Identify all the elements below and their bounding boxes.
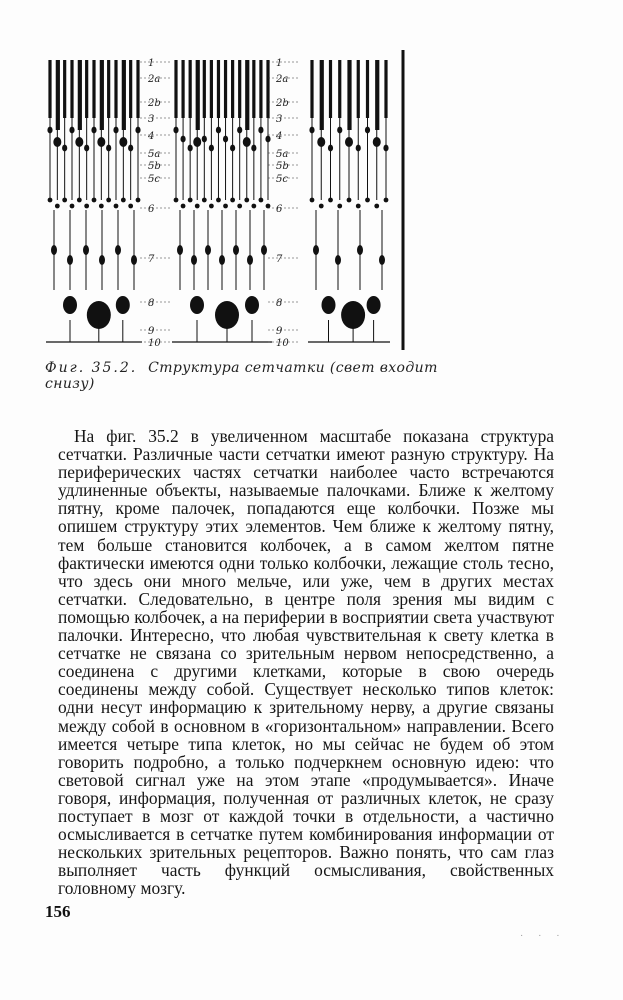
ganglion-cell (245, 296, 259, 314)
scan-speck: · · · (520, 930, 566, 941)
layer-label: 2b (276, 98, 289, 109)
receptor-nucleus (328, 145, 333, 152)
receptor-nucleus (173, 127, 178, 134)
rod-outer-segment (181, 60, 184, 118)
synapse-terminal (99, 204, 104, 209)
layer-label: 8 (276, 298, 283, 309)
receptor-nucleus (119, 137, 127, 147)
layer-label: 5c (148, 174, 160, 185)
rod-outer-segment (210, 60, 213, 118)
layer-label: 5a (148, 149, 161, 160)
layer-label: 5a (276, 149, 289, 160)
layer-label: 3 (148, 114, 155, 125)
rod-outer-segment (238, 60, 241, 118)
synapse-terminal (223, 204, 228, 209)
rod-outer-segment (114, 60, 117, 118)
receptor-nucleus (345, 137, 353, 147)
receptor-nucleus (106, 145, 111, 152)
rod-outer-segment (174, 60, 177, 118)
receptor-nucleus (128, 145, 133, 152)
receptor-nucleus (193, 137, 201, 147)
synapse-terminal (48, 198, 53, 203)
synapse-terminal (70, 204, 75, 209)
bipolar-cell (51, 245, 57, 255)
synapse-terminal (106, 198, 111, 203)
bipolar-cell (261, 245, 267, 255)
receptor-nucleus (309, 127, 314, 134)
receptor-nucleus (91, 127, 96, 134)
rod-outer-segment (231, 60, 234, 118)
receptor-nucleus (317, 137, 325, 147)
receptor-nucleus (202, 136, 207, 143)
receptor-nucleus (53, 137, 61, 147)
retina-panel (46, 60, 142, 342)
receptor-nucleus (135, 127, 140, 134)
synapse-terminal (259, 198, 264, 203)
bipolar-cell (67, 255, 73, 265)
receptor-nucleus (62, 145, 67, 152)
cone-outer-segment (78, 60, 82, 130)
retina-diagram (40, 50, 415, 350)
rod-outer-segment (366, 60, 369, 118)
layer-label: 5c (276, 174, 288, 185)
synapse-terminal (62, 198, 67, 203)
layer-label: 4 (276, 131, 283, 142)
receptor-nucleus (188, 145, 193, 152)
rod-outer-segment (384, 60, 387, 118)
receptor-nucleus (223, 136, 228, 143)
bipolar-cell (379, 255, 385, 265)
synapse-terminal (244, 198, 249, 203)
receptor-nucleus (265, 136, 270, 143)
receptor-nucleus (383, 145, 388, 152)
paragraph: На фиг. 35.2 в увеличенном масштабе показана структура сетчатки. Различные части сетчатки имеют разную структуру. На периферических частях сетчатки наиболее часто встречаются удлиненные объекты, называемые палочками. Ближе к желтому пятну, кроме палочек, попадаются еще колбочки. Позже мы опишем структуру этих элементов. Чем ближе к желтому пятну, тем больше становится колбочек, а в самом желтом пятне фактически имеются одни только колбочки, лежащие столь тесно, что здесь они много мельче, или уже, чем в других местах сетчатки. Следовательно, в центре поля зрения мы видим с помощью колбочек, а на периферии в восприятии света участвуют палочки. Интересно, что любая чувствительная к свету клетка в сетчатке не связана со зрительным нервом непосредственно, а соединена с другими клетками, которые в свою очередь соединены между собой. Существует несколько типов клеток: одни несут информацию к зрительному нерву, а другие связаны между собой в основном в «горизонтальном» направлении. Всего имеется четыре типа клеток, но мы сейчас не будем об этом говорить подробно, а только подчеркнем основную идею: что световой сигнал уже на этом этапе «продумывается». Иначе говоря, информация, полученная от различных клеток, не сразу поступает в мозг от каждой точки в отдельности, а частично осмысливается в сетчатке путем комбинирования информации от нескольких зрительных рецепторов. Важно понять, что сам глаз выполняет часть функций осмысливания, свойственных головному мозгу. (58, 426, 554, 899)
synapse-terminal (188, 198, 193, 203)
rod-outer-segment (85, 60, 88, 118)
bipolar-cell (357, 245, 363, 255)
rod-outer-segment (217, 60, 220, 118)
bipolar-cell (335, 255, 341, 265)
layer-label: 10 (148, 338, 161, 349)
layer-label: 8 (148, 298, 155, 309)
synapse-terminal (251, 204, 256, 209)
rod-outer-segment (338, 60, 341, 118)
layer-label: 2b (148, 98, 161, 109)
bipolar-cell (191, 255, 197, 265)
synapse-terminal (356, 204, 361, 209)
receptor-nucleus (237, 127, 242, 134)
synapse-terminal (365, 198, 370, 203)
layer-label: 6 (276, 204, 283, 215)
synapse-terminal (55, 204, 60, 209)
receptor-nucleus (69, 127, 74, 134)
bipolar-cell (313, 245, 319, 255)
retina-panel (172, 60, 272, 342)
synapse-terminal (195, 204, 200, 209)
bipolar-cell (205, 245, 211, 255)
page-number: 156 (45, 902, 71, 921)
synapse-terminal (92, 198, 97, 203)
layer-label: 7 (276, 254, 283, 265)
bipolar-cell (177, 245, 183, 255)
synapse-terminal (266, 204, 271, 209)
synapse-terminal (174, 198, 179, 203)
receptor-nucleus (230, 145, 235, 152)
receptor-nucleus (113, 127, 118, 134)
receptor-nucleus (180, 136, 185, 143)
layer-label: 6 (148, 204, 155, 215)
synapse-terminal (337, 204, 342, 209)
synapse-terminal (374, 204, 379, 209)
receptor-nucleus (373, 137, 381, 147)
ganglion-cell (367, 296, 381, 314)
rod-outer-segment (189, 60, 192, 118)
layer-label: 4 (148, 131, 155, 142)
synapse-terminal (128, 204, 133, 209)
synapse-terminal (209, 204, 214, 209)
body-text (58, 427, 554, 897)
cone-outer-segment (56, 60, 60, 130)
synapse-terminal (230, 198, 235, 203)
synapse-terminal (84, 204, 89, 209)
ganglion-cell (190, 296, 204, 314)
rod-outer-segment (259, 60, 262, 118)
caption-label: Фиг. 35.2. (45, 360, 138, 376)
ganglion-cell (322, 296, 336, 314)
synapse-terminal (136, 198, 141, 203)
layer-label: 1 (148, 58, 155, 69)
synapse-terminal (310, 198, 315, 203)
layer-label: 7 (148, 254, 155, 265)
rod-outer-segment (63, 60, 66, 118)
synapse-terminal (114, 204, 119, 209)
layer-label: 10 (276, 338, 289, 349)
receptor-nucleus (337, 127, 342, 134)
bipolar-cell (99, 255, 105, 265)
synapse-terminal (202, 198, 207, 203)
rod-outer-segment (252, 60, 255, 118)
layer-label: 2a (276, 74, 289, 85)
layer-label: 1 (276, 58, 283, 69)
synapse-terminal (181, 204, 186, 209)
layer-label: 9 (148, 326, 155, 337)
bipolar-cell (83, 245, 89, 255)
bipolar-cell (247, 255, 253, 265)
receptor-nucleus (216, 127, 221, 134)
layer-label: 3 (276, 114, 283, 125)
receptor-nucleus (75, 137, 83, 147)
rod-outer-segment (329, 60, 332, 118)
bipolar-cell (219, 255, 225, 265)
synapse-terminal (347, 198, 352, 203)
layer-label: 9 (276, 326, 283, 337)
ganglion-cell (116, 296, 130, 314)
retina-panel (308, 60, 390, 342)
rod-outer-segment (107, 60, 110, 118)
rod-outer-segment (203, 60, 206, 118)
receptor-nucleus (251, 145, 256, 152)
receptor-nucleus (365, 127, 370, 134)
layer-label: 5b (276, 161, 289, 172)
bipolar-cell (115, 245, 121, 255)
bipolar-cell (233, 245, 239, 255)
bipolar-cell (131, 255, 137, 265)
rod-outer-segment (310, 60, 313, 118)
synapse-terminal (237, 204, 242, 209)
synapse-terminal (77, 198, 82, 203)
rod-outer-segment (357, 60, 360, 118)
receptor-nucleus (97, 137, 105, 147)
retina-structure-figure (40, 50, 415, 350)
synapse-terminal (121, 198, 126, 203)
rod-outer-segment (266, 60, 269, 118)
rod-outer-segment (92, 60, 95, 118)
receptor-nucleus (243, 137, 251, 147)
receptor-nucleus (356, 145, 361, 152)
rod-outer-segment (70, 60, 73, 118)
receptor-nucleus (258, 127, 263, 134)
synapse-terminal (216, 198, 221, 203)
receptor-nucleus (84, 145, 89, 152)
synapse-terminal (319, 204, 324, 209)
layer-label: 2a (148, 74, 161, 85)
figure-caption (45, 360, 465, 392)
rod-outer-segment (129, 60, 132, 118)
rod-outer-segment (224, 60, 227, 118)
receptor-nucleus (209, 145, 214, 152)
ganglion-cell (63, 296, 77, 314)
receptor-nucleus (47, 127, 52, 134)
synapse-terminal (384, 198, 389, 203)
cone-outer-segment (100, 60, 104, 130)
rod-outer-segment (136, 60, 139, 118)
rod-outer-segment (48, 60, 51, 118)
caption-text: Структура сетчатки (свет входит снизу) (45, 360, 438, 392)
layer-label: 5b (148, 161, 161, 172)
synapse-terminal (328, 198, 333, 203)
